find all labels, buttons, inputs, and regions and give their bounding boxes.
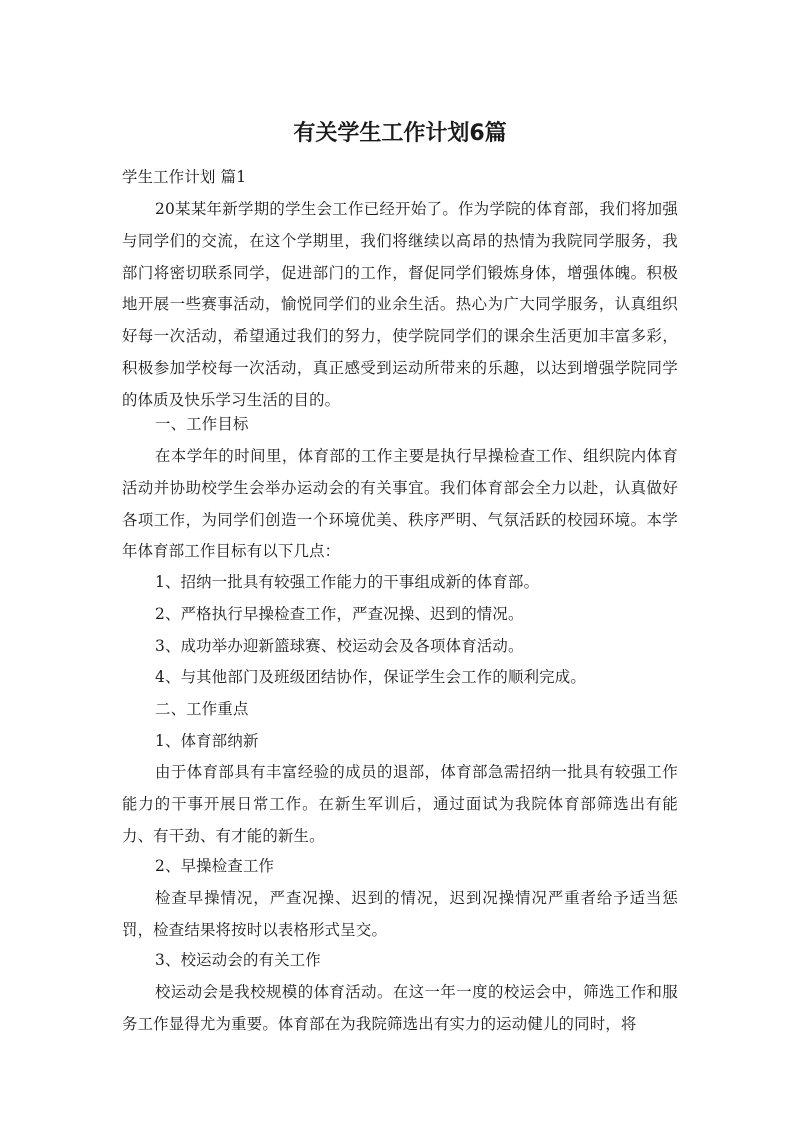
goal-item-1: 1、招纳一批具有较强工作能力的干事组成新的体育部。 [155, 573, 540, 591]
recruitment-paragraph: 由于体育部具有丰富经验的成员的退部，体育部急需招纳一批具有较强工作能力的干事开展日常工作。在新生军训后，通过面试为我院体育部筛选出有能力、有干劲、有才能的新生。 [122, 763, 678, 845]
heading-work-goals: 一、工作目标 [155, 415, 249, 433]
goal-item-3: 3、成功举办迎新篮球赛、校运动会及各项体育活动。 [155, 637, 524, 655]
section-heading: 学生工作计划 篇1 [122, 168, 247, 186]
heading-work-focus: 二、工作重点 [155, 700, 249, 718]
intro-paragraph: 20某某年新学期的学生会工作已经开始了。作为学院的体育部，我们将加强与同学们的交流，在这个学期里，我们将继续以高昂的热情为我院同学服务，我部门将密切联系同学，促进部门的工作，督促同学们锻炼身体，增强体魄。积极地开展一些赛事活动，愉悦同学们的业余生活。热心为广大同学服务，认真组织好每一次活动，希望通过我们的努力，使学院同学们的课余生活更加丰富多彩，积极参加学校每一次活动，真正感受到运动所带来的乐趣，以达到增强学院同学的体质及快乐学习生活的目的。 [122, 200, 678, 409]
goals-paragraph: 在本学年的时间里，体育部的工作主要是执行早操检查工作、组织院内体育活动并协助校学生会举办运动会的有关事宜。我们体育部会全力以赴，认真做好各项工作，为同学们创造一个环境优美、秩序严明、气氛活跃的校园环境。本学年体育部工作目标有以下几点： [122, 447, 678, 561]
subheading-sports-meet: 3、校运动会的有关工作 [155, 951, 321, 969]
subheading-morning-exercise: 2、早操检查工作 [155, 857, 275, 875]
subheading-recruitment: 1、体育部纳新 [155, 732, 259, 750]
morning-exercise-paragraph: 检查早操情况，严查况操、迟到的情况，迟到况操情况严重者给予适当惩罚，检查结果将按时以表格形式呈交。 [122, 889, 678, 939]
goal-item-4: 4、与其他部门及班级团结协作，保证学生会工作的顺利完成。 [155, 668, 586, 686]
goal-item-2: 2、严格执行早操检查工作，严查况操、迟到的情况。 [155, 605, 524, 623]
page-title: 有关学生工作计划6篇 [293, 121, 507, 146]
sports-meet-paragraph: 校运动会是我校规模的体育活动。在这一年一度的校运会中，筛选工作和服务工作显得尤为重要。体育部在为我院筛选出有实力的运动健儿的同时，将 [122, 983, 678, 1033]
